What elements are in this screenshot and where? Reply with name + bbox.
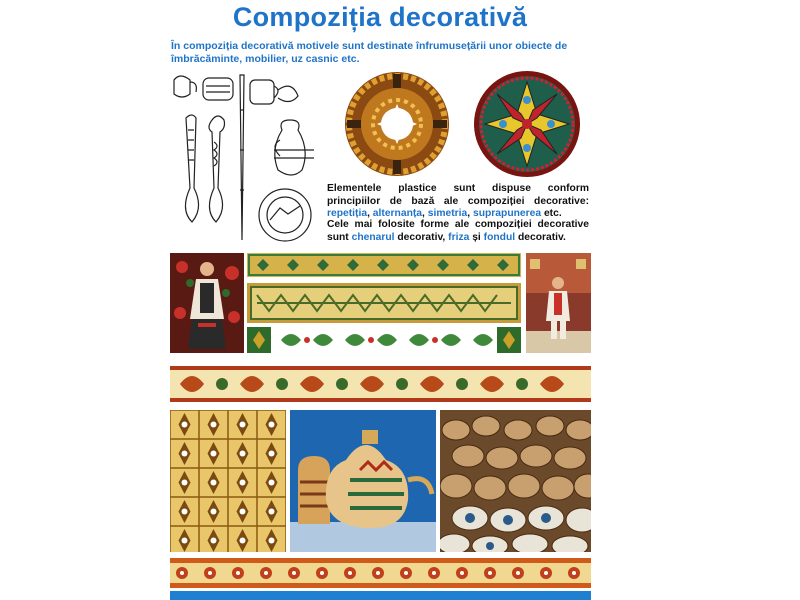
intro-text: În compoziția decorativă motivele sunt destinate înfrumusețării unor obiecte de îmbrăcăminte, mobilier, uz casnic etc. bbox=[171, 40, 568, 65]
rosette-ornament-star bbox=[473, 70, 581, 178]
forms-suffix: decorativ. bbox=[515, 231, 566, 243]
forms-text: Cele mai folosite forme ale compoziției decorative sunt bbox=[327, 219, 589, 243]
term-simetria: simetria bbox=[427, 208, 468, 219]
term-repetitia: repetiția bbox=[327, 208, 368, 219]
border-ornament-leaves bbox=[247, 327, 521, 353]
separator: , bbox=[367, 208, 373, 219]
photo-painted-ceramics bbox=[290, 410, 436, 552]
frieze-ornament bbox=[170, 366, 591, 402]
photo-folk-costume-child bbox=[526, 253, 591, 353]
border-ornament-top bbox=[247, 253, 521, 277]
border-ornament-bottom bbox=[170, 558, 591, 588]
forms-mid: decorativ, bbox=[394, 231, 449, 243]
term-friza: friza bbox=[448, 231, 470, 243]
forms-paragraph bbox=[327, 219, 589, 244]
forms-mid: și bbox=[469, 231, 484, 243]
term-fondul: fondul bbox=[483, 231, 516, 243]
term-alternanta: alternanța bbox=[372, 208, 423, 219]
principles-paragraph bbox=[327, 183, 589, 221]
term-suprapunerea: suprapunerea bbox=[472, 208, 542, 219]
photo-folk-costume-woman bbox=[170, 253, 244, 353]
decorative-fond-tiles bbox=[170, 410, 286, 552]
principles-text: Elementele plastice sunt dispuse conform principiilor de bază ale compoziției decorative: bbox=[327, 183, 589, 207]
rosette-ornament-brown bbox=[343, 70, 451, 178]
folk-objects-drawing bbox=[170, 70, 320, 245]
principles-suffix: etc. bbox=[541, 208, 562, 219]
photo-pottery-market bbox=[440, 410, 591, 552]
separator: , bbox=[422, 208, 428, 219]
term-chenarul: chenarul bbox=[351, 231, 395, 243]
bottom-blue-bar bbox=[170, 591, 591, 600]
border-ornament-middle bbox=[247, 283, 521, 323]
page-title: Compoziția decorativă bbox=[232, 2, 528, 32]
separator: , bbox=[467, 208, 473, 219]
